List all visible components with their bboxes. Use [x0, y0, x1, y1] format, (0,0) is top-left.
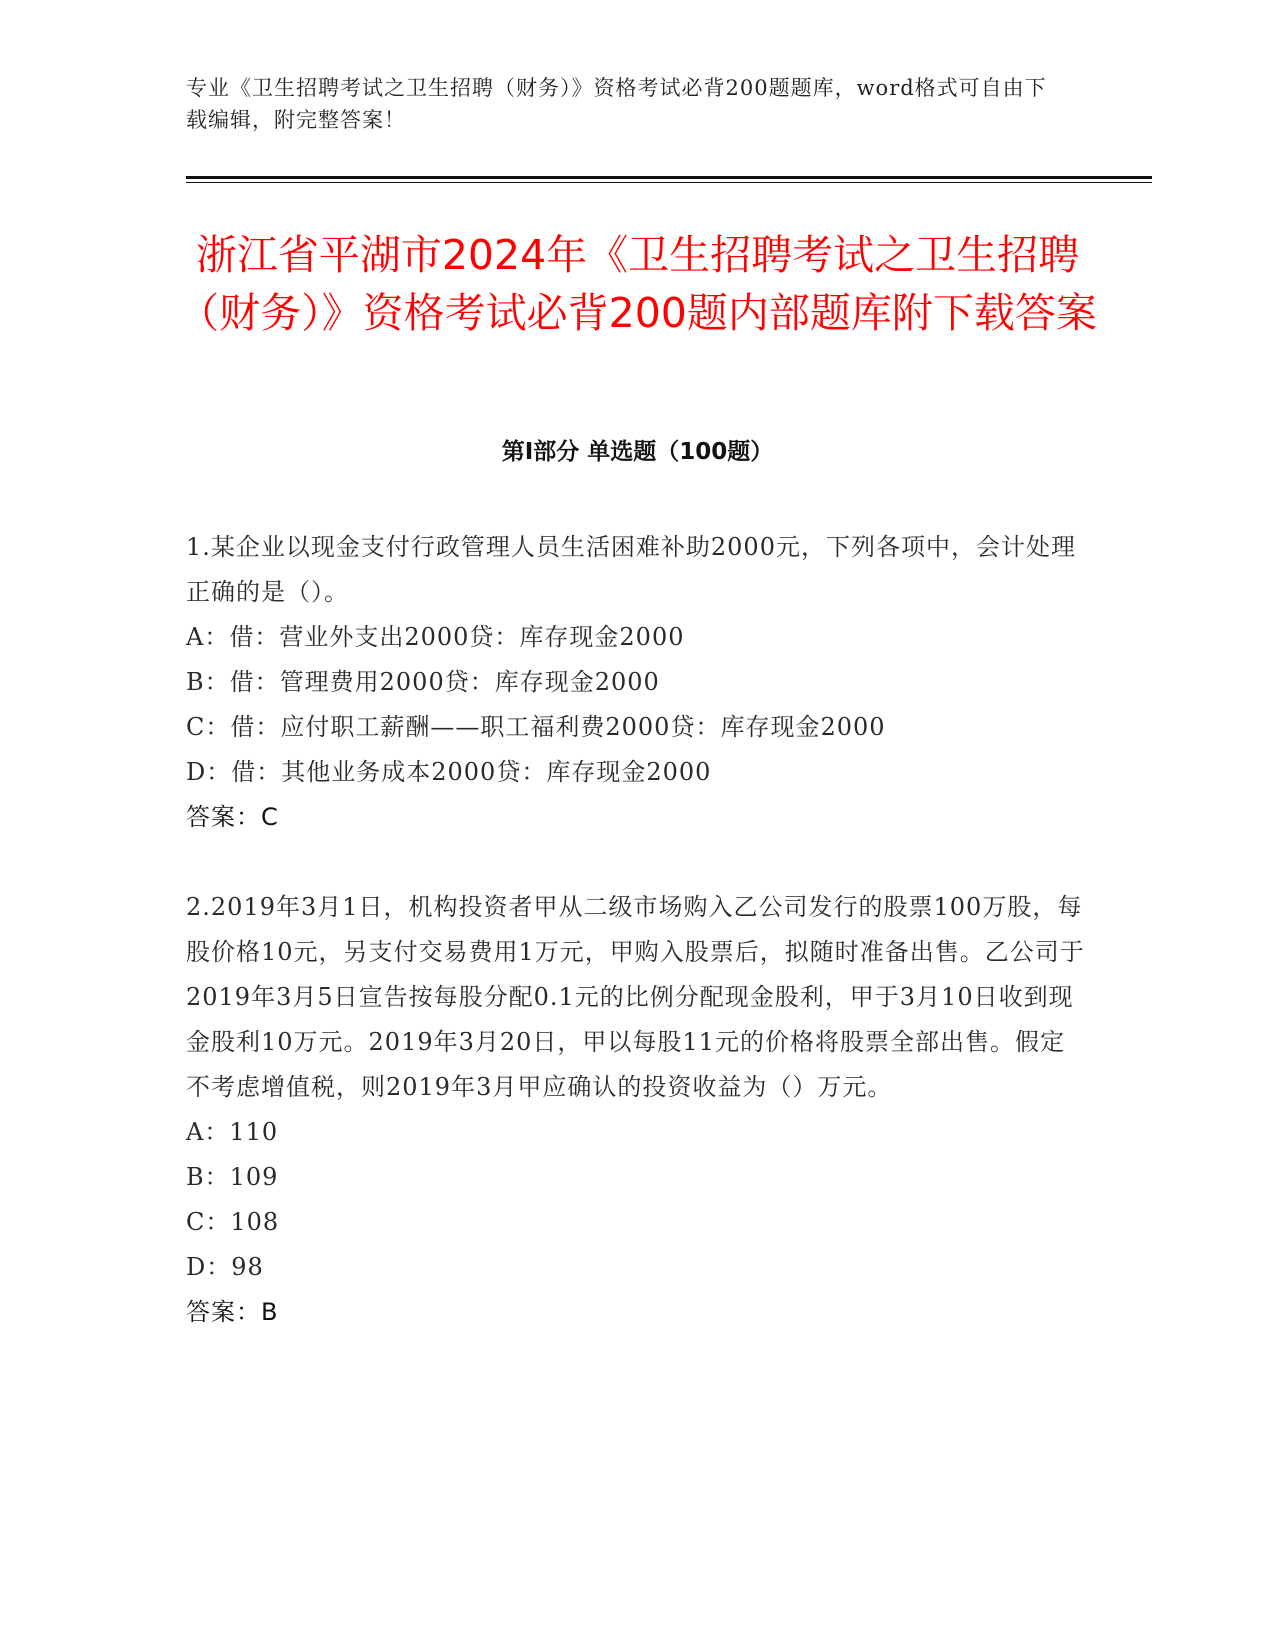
option-d: D：借：其他业务成本2000贷：库存现金2000	[186, 758, 712, 786]
question-2	[186, 885, 1086, 1335]
document-title: 浙江省平湖市2024年《卫生招聘考试之卫生招聘（财务）》资格考试必背200题内部题库附下载答案	[178, 231, 1097, 337]
header-note: 专业《卫生招聘考试之卫生招聘（财务）》资格考试必背200题题库，word格式可自由下载编辑，附完整答案！	[186, 76, 1047, 132]
header-divider-thick	[186, 176, 1152, 179]
question-stem: 1.某企业以现金支付行政管理人员生活困难补助2000元，下列各项中，会计处理正确的是（）。	[186, 533, 1076, 606]
section-title: 第I部分 单选题（100题）	[501, 439, 774, 465]
answer: 答案：C	[186, 803, 279, 831]
option-c: C：借：应付职工薪酬——职工福利费2000贷：库存现金2000	[186, 713, 886, 741]
option-a: A：110	[186, 1118, 279, 1146]
option-b: B：109	[186, 1163, 279, 1191]
option-d: D：98	[186, 1253, 264, 1281]
answer: 答案：B	[186, 1298, 279, 1326]
question-stem: 2.2019年3月1日，机构投资者甲从二级市场购入乙公司发行的股票100万股，每股价格10元，另支付交易费用1万元，甲购入股票后，拟随时准备出售。乙公司于2019年3月5日宣告按每股分配0.1元的比例分配现金股利，甲于3月10日收到现金股利10万元。2019年3月20日，甲以每股11元的价格将股票全部出售。假定不考虑增值税，则2019年3月甲应确认的投资收益为（）万元。	[186, 893, 1085, 1101]
header-divider-thin	[186, 182, 1152, 183]
option-c: C：108	[186, 1208, 280, 1236]
question-1	[186, 525, 1086, 840]
option-b: B：借：管理费用2000贷：库存现金2000	[186, 668, 660, 696]
option-a: A：借：营业外支出2000贷：库存现金2000	[186, 623, 685, 651]
